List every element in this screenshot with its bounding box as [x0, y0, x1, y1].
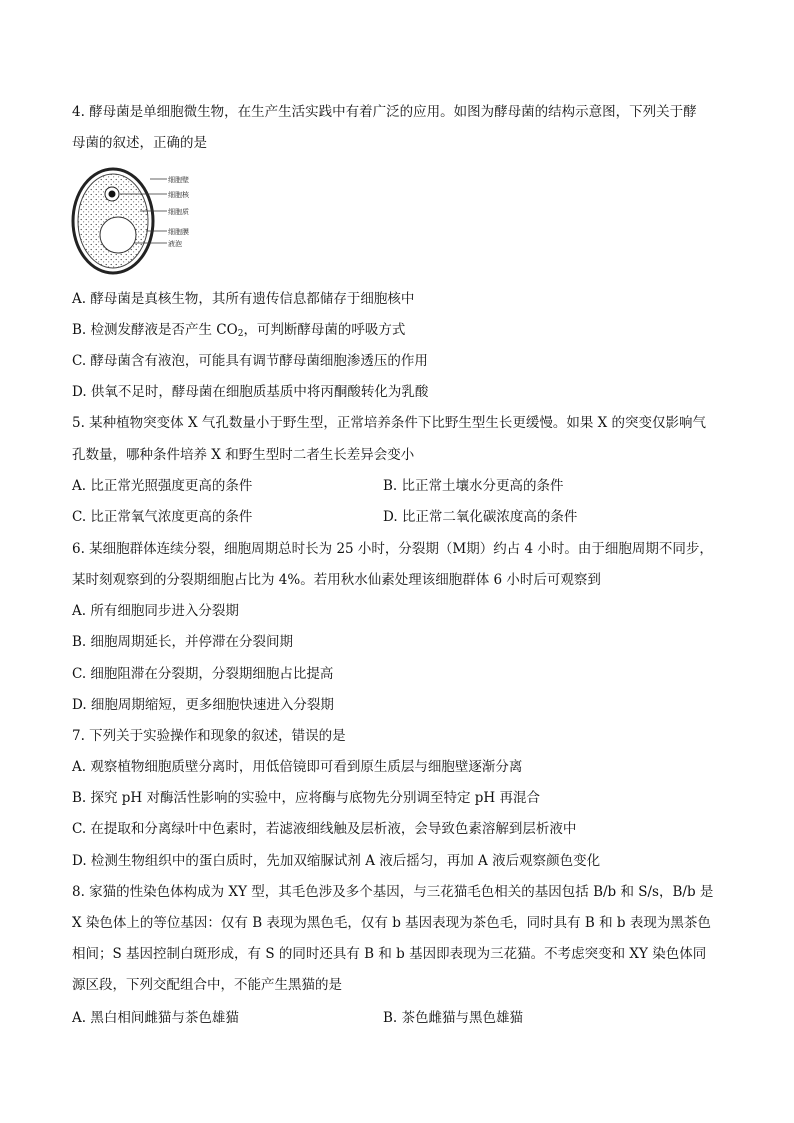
q5-option-b: B. 比正常土壤水分更高的条件: [383, 478, 564, 494]
q7-stem-line1: 7. 下列关于实验操作和现象的叙述，错误的是: [72, 728, 346, 744]
q4-option-d: D. 供氧不足时，酵母菌在细胞质基质中将丙酮酸转化为乳酸: [72, 384, 429, 400]
q6-stem-line2: 某时刻观察到的分裂期细胞占比为 4%。若用秋水仙素处理该细胞群体 6 小时后可观察到: [72, 572, 601, 588]
q5-option-c: C. 比正常氧气浓度更高的条件: [72, 509, 253, 525]
q5-option-a: A. 比正常光照强度更高的条件: [72, 478, 253, 494]
q5-stem-line2: 孔数量，哪种条件培养 X 和野生型时二者生长差异会变小: [72, 447, 415, 463]
q7-option-a: A. 观察植物细胞质壁分离时，用低倍镜即可看到原生质层与细胞壁逐渐分离: [72, 759, 523, 775]
q4-stem-line2: 母菌的叙述，正确的是: [72, 135, 207, 151]
label-cell-wall: 细胞壁: [168, 176, 189, 184]
q8-stem-line2: X 染色体上的等位基因：仅有 B 表现为黑色毛，仅有 b 基因表现为茶色毛，同时具有 B 和 b 表现为黑茶色: [72, 915, 711, 931]
q8-option-a: A. 黑白相间雌猫与茶色雄猫: [72, 1010, 239, 1026]
label-nucleus: 细胞核: [168, 191, 189, 199]
q6-option-c: C. 细胞阻滞在分裂期，分裂期细胞占比提高: [72, 666, 334, 682]
q6-option-b: B. 细胞周期延长，并停滞在分裂间期: [72, 634, 294, 650]
q4-option-b-text: B. 检测发酵液是否产生 CO: [72, 322, 238, 338]
label-vacuole: 液泡: [168, 240, 182, 248]
q6-option-a: A. 所有细胞同步进入分裂期: [72, 603, 239, 619]
q4-option-a: A. 酵母菌是真核生物，其所有遗传信息都储存于细胞核中: [72, 291, 415, 307]
q6-option-d: D. 细胞周期缩短，更多细胞快速进入分裂期: [72, 697, 334, 713]
q4-option-b-subscript: 2: [237, 329, 244, 339]
q5-stem-line1: 5. 某种植物突变体 X 气孔数量小于野生型，正常培养条件下比野生型生长更缓慢。如果 X 的突变仅影响气: [72, 415, 707, 431]
q4-stem-line1: 4. 酵母菌是单细胞微生物，在生产生活实践中有着广泛的应用。如图为酵母菌的结构示意图，下列关于酵: [72, 104, 697, 120]
q4-option-b-text-end: ，可判断酵母菌的呼吸方式: [243, 322, 406, 338]
q7-option-b: B. 探究 pH 对酶活性影响的实验中，应将酶与底物先分别调至特定 pH 再混合: [72, 790, 540, 806]
q6-stem-line1: 6. 某细胞群体连续分裂，细胞周期总时长为 25 小时，分裂期（M期）约占 4 小时。由于细胞周期不同步，: [72, 541, 713, 557]
q5-option-d: D. 比正常二氧化碳浓度高的条件: [383, 509, 578, 525]
q8-stem-line1: 8. 家猫的性染色体构成为 XY 型，其毛色涉及多个基因，与三花猫毛色相关的基因包括 B/b 和 S/s，B/b 是: [72, 884, 714, 900]
q4-option-c: C. 酵母菌含有液泡，可能具有调节酵母菌细胞渗透压的作用: [72, 353, 428, 369]
q8-stem-line4: 源区段，下列交配组合中，不能产生黑猫的是: [72, 977, 342, 993]
q8-option-b: B. 茶色雌猫与黑色雄猫: [383, 1010, 524, 1026]
label-cell-membrane: 细胞膜: [168, 228, 189, 236]
q4-option-b: [72, 321, 405, 343]
q8-stem-line3: 相间；S 基因控制白斑形成，有 S 的同时还具有 B 和 b 基因即表现为三花猫。不考虑突变和 XY 染色体同: [72, 946, 707, 962]
yeast-cell-diagram: [70, 163, 210, 278]
q7-option-c: C. 在提取和分离绿叶中色素时，若滤液细线触及层析液，会导致色素溶解到层析液中: [72, 821, 577, 837]
label-cytoplasm: 细胞质: [168, 208, 189, 216]
q7-option-d: D. 检测生物组织中的蛋白质时，先加双缩脲试剂 A 液后摇匀，再加 A 液后观察颜色变化: [72, 853, 601, 869]
